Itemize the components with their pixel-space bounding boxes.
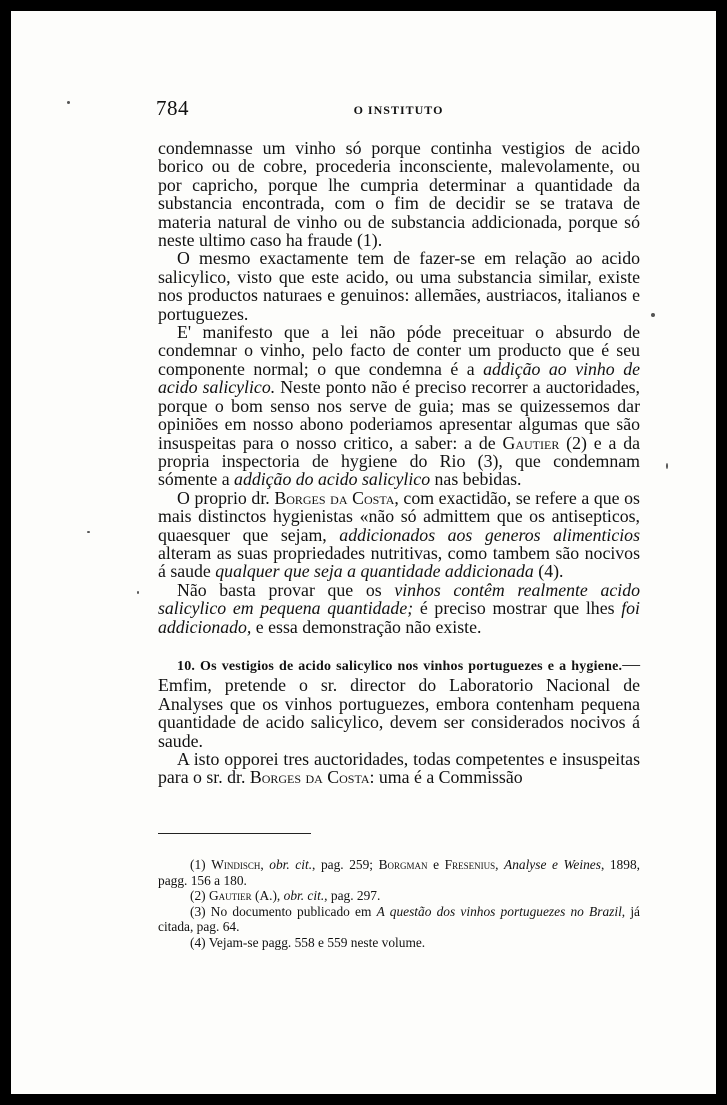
italic-run: vinhos contêm realmente acido salicylico em pequena quantidade; — [158, 579, 640, 619]
italic-run: foi addicionado, — [158, 598, 640, 637]
paragraph-5 — [158, 581, 640, 636]
text-run: nas bebidas. — [430, 469, 522, 490]
footnote-1 — [158, 857, 640, 888]
italic-run: addição ao vinho de acido salicylico. — [158, 358, 640, 398]
footnote-3 — [158, 904, 640, 935]
section-heading: 10. Os vestigios de acido salicylico nos vinhos portuguezes e a hygiene. — [177, 658, 623, 674]
text-run: (A.), — [251, 888, 284, 904]
text-run: alteram as suas propriedades nutritivas, como tambem são nocivos á saude — [158, 542, 640, 582]
scan-speck — [651, 313, 655, 317]
text-run: (2) e a da propria inspectoria de hygiene do Rio (3), que condemnam sómente a — [158, 432, 640, 490]
scan-speck — [67, 101, 70, 104]
author-name: Fresenius — [444, 857, 496, 872]
scan-speck — [87, 531, 90, 533]
text-run: , pag. 297. — [324, 888, 381, 904]
italic-run: obr. cit. — [283, 888, 325, 904]
author-name: Borgman — [378, 857, 428, 872]
paragraph-2 — [158, 249, 640, 323]
italic-run: addição do acido salicylico — [234, 469, 431, 490]
text-run: , 1898, pagg. 156 a 180. — [158, 857, 640, 888]
text-run: (1) — [190, 857, 212, 872]
paragraph-7 — [158, 750, 640, 787]
author-name: Windisch — [211, 857, 261, 872]
text-run: é preciso mostrar que lhes — [413, 598, 622, 619]
paragraph-3 — [158, 323, 640, 489]
text-run: (4). — [533, 561, 564, 582]
author-name: Borges da Costa — [249, 767, 370, 788]
footnotes — [158, 857, 640, 951]
footnote-rule — [158, 833, 311, 834]
author-name: Gautier — [502, 432, 560, 453]
text-run: , — [495, 857, 505, 872]
scan-speck — [137, 591, 139, 594]
text-run: (2) — [190, 888, 209, 904]
italic-run: qualquer que seja a quantidade addicionada — [215, 561, 534, 582]
body-text — [158, 139, 640, 787]
text-run: , com exactidão, se refere a que os mais distinctos hygienistas «não só admittem que os antisepticos, quaesquer que sejam, — [158, 487, 640, 545]
author-name: Gautier — [208, 888, 252, 904]
book-page — [11, 11, 716, 1094]
italic-run: A questão dos vinhos portuguezes no Brazil — [376, 903, 622, 919]
italic-run: addicionados aos generos alimenticios — [339, 524, 640, 545]
page-number: 784 — [156, 96, 189, 120]
paragraph-4 — [158, 489, 640, 581]
page-header — [156, 96, 641, 126]
text-run: A isto opporei tres auctoridades, todas competentes e insuspeitas para o sr. dr. — [158, 749, 640, 788]
text-run: , já citada, pag. 64. — [158, 903, 641, 935]
text-run: E' manifesto que a lei não póde preceituar o absurdo de condemnar o vinho, pelo facto de conter um producto que é seu componente normal; o que condemna é a — [158, 322, 640, 379]
text-run: , pag. 259; — [312, 857, 379, 872]
author-name: Borges da Costa — [274, 487, 395, 508]
text-run: , — [260, 857, 270, 872]
scan-speck — [666, 463, 668, 469]
text-run: Neste ponto não é preciso recorrer a auctoridades, porque o bom senso nos serve de guia; mas se quizessemos dar opiniões em nosso abono poderiamos apresentar algumas que são insuspeitas para o nosso critico, a saber: a de — [158, 377, 640, 453]
text-run: (3) No documento publicado em — [190, 903, 377, 919]
text-run: : uma é a Commissão — [369, 767, 523, 788]
paragraph-1 — [158, 139, 640, 249]
text-run: —Emfim, pretende o sr. director do Laboratorio Nacional de Analyses que os vinhos portuguezes, embora contenham pequena quantidade de acido salicylico, devem ser considerados nocivos á saude. — [158, 653, 640, 751]
running-title: O INSTITUTO — [353, 103, 444, 117]
italic-run: obr. cit. — [269, 857, 313, 872]
italic-run: Analyse e Weines — [504, 857, 601, 872]
paragraph-2-text: O mesmo exactamente tem de fazer-se em relação ao acido salicylico, visto que este acido, ou uma substancia similar, existe nos productos naturaes e genuinos: allemães, austriacos, italianos e portuguezes. — [158, 248, 640, 324]
text-run: e — [427, 857, 445, 872]
text-run: (4) Vejam-se pagg. 558 e 559 neste volume. — [190, 934, 426, 950]
footnote-2 — [158, 888, 640, 904]
text-run: O proprio dr. — [177, 487, 275, 508]
paragraph-1-text: condemnasse um vinho só porque continha vestigios de acido borico ou de cobre, procederia inconsciente, malevolamente, ou por capricho, porque lhe cumpria determinar a quantidade da substancia encontrada, com o fim de decidir se se tratava de materia natural de vinho ou de substancia addicionada, porque só neste ultimo caso ha fraude (1). — [158, 138, 640, 251]
section-10-paragraph — [158, 655, 640, 750]
footnote-4 — [158, 935, 640, 951]
text-run: Não basta provar que os — [177, 579, 395, 600]
text-run: e essa demonstração não existe. — [251, 616, 482, 637]
